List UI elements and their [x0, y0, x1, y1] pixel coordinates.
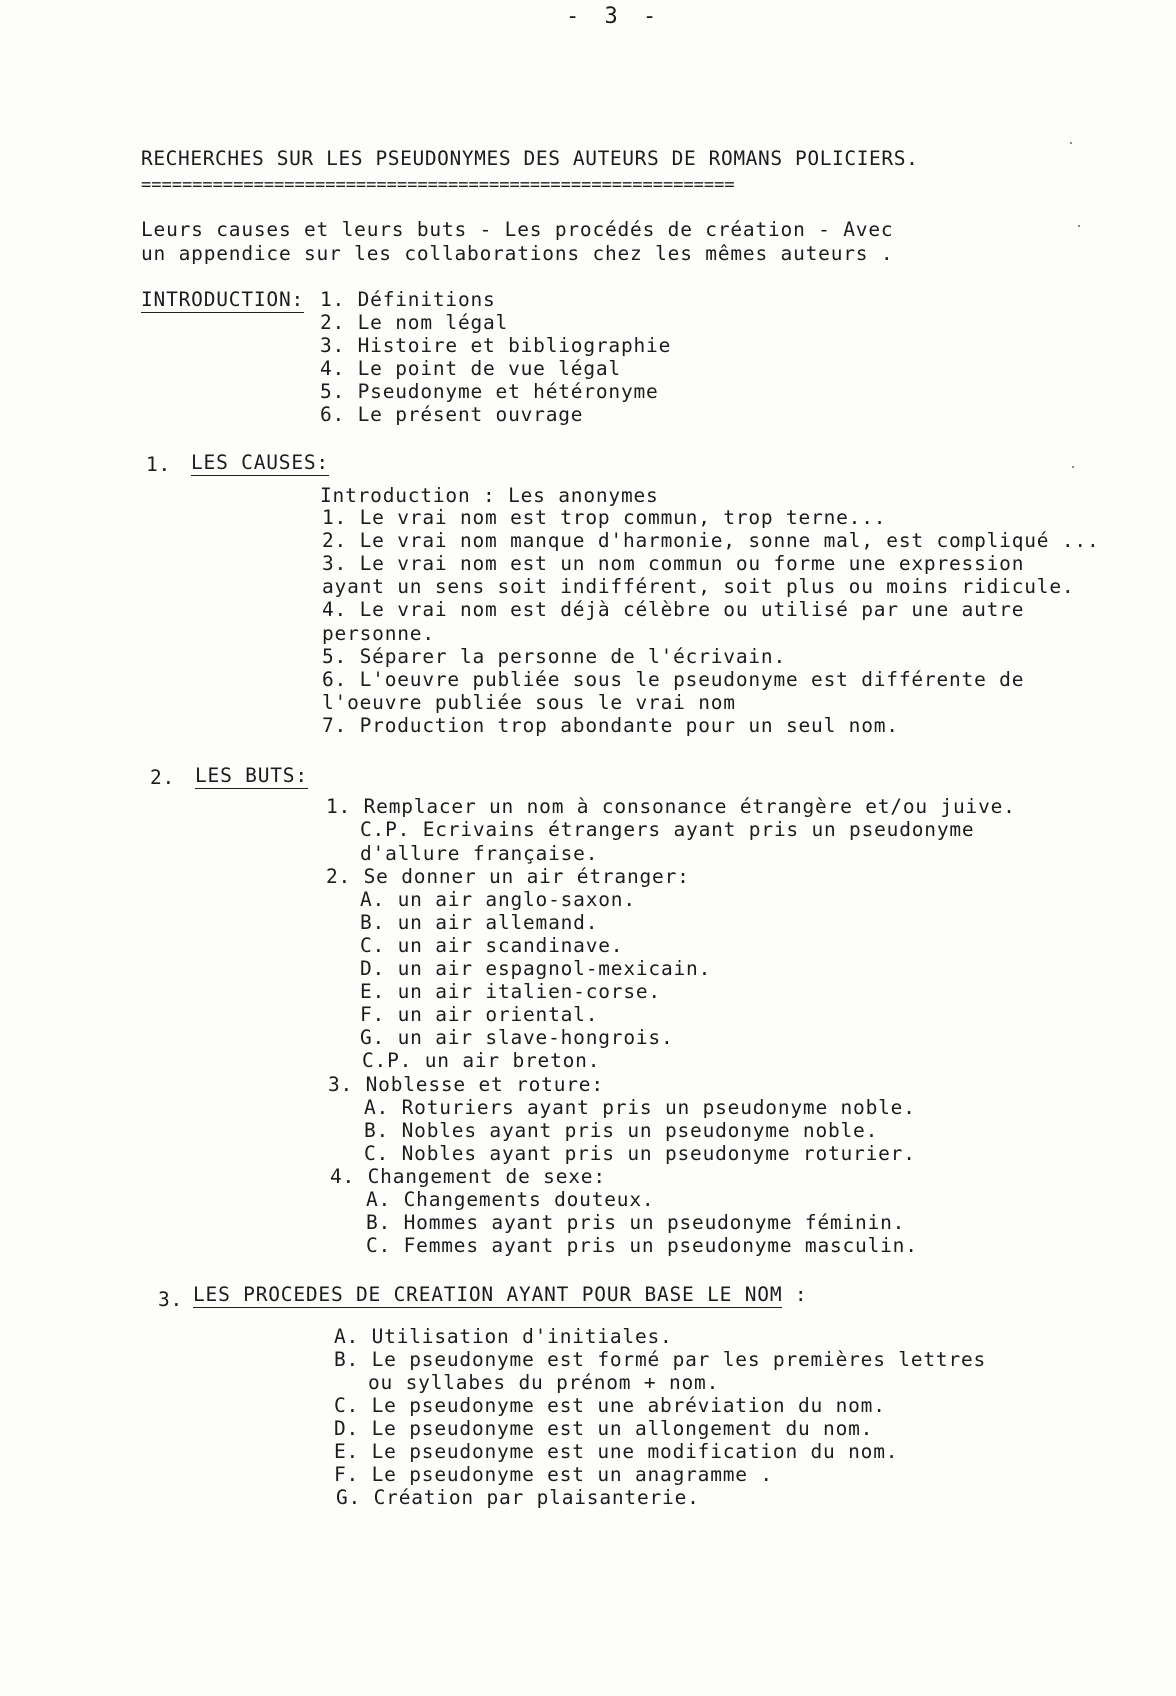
section-2-line: C. un air scandinave.	[360, 934, 624, 957]
section-1-line: 2. Le vrai nom manque d'harmonie, sonne mal, est compliqué ...	[322, 529, 1100, 552]
section-1-line: 4. Le vrai nom est déjà célèbre ou utilisé par une autre	[322, 598, 1025, 621]
section-2-heading-text: LES BUTS:	[195, 764, 308, 787]
title-underline-rule: ==========================================================	[141, 175, 735, 195]
section-2-line: 1. Remplacer un nom à consonance étrangère et/ou juive.	[326, 795, 1016, 818]
section-3-heading	[193, 1282, 807, 1308]
subtitle-line: un appendice sur les collaborations chez les mêmes auteurs .	[141, 242, 894, 265]
section-3-heading-text: LES PROCEDES DE CREATION AYANT POUR BASE LE NOM	[193, 1283, 783, 1306]
section-3-number: 3.	[158, 1288, 184, 1311]
section-3-line: B. Le pseudonyme est formé par les premières lettres	[334, 1348, 987, 1371]
section-2-line: C. Nobles ayant pris un pseudonyme roturier.	[364, 1142, 916, 1165]
section-1-line: Introduction : Les anonymes	[320, 484, 659, 507]
section-3-line: F. Le pseudonyme est un anagramme .	[334, 1463, 773, 1486]
section-3-line: D. Le pseudonyme est un allongement du nom.	[334, 1417, 874, 1440]
section-1-line: ayant un sens soit indifférent, soit plus ou moins ridicule.	[322, 575, 1075, 598]
section-3-line: C. Le pseudonyme est une abréviation du nom.	[334, 1394, 886, 1417]
section-2-line: B. un air allemand.	[360, 911, 599, 934]
section-2-number: 2.	[150, 766, 176, 789]
section-2-heading	[195, 763, 308, 789]
section-1-line: personne.	[322, 622, 435, 645]
section-2-line: B. Nobles ayant pris un pseudonyme noble.	[364, 1119, 879, 1142]
section-2-line: B. Hommes ayant pris un pseudonyme féminin.	[366, 1211, 906, 1234]
section-1-line: l'oeuvre publiée sous le vrai nom	[322, 691, 736, 714]
section-1-line: 5. Séparer la personne de l'écrivain.	[322, 645, 786, 668]
section-2-line: D. un air espagnol-mexicain.	[360, 957, 712, 980]
introduction-item: 1. Définitions	[320, 288, 496, 311]
section-2-line: d'allure française.	[360, 842, 599, 865]
introduction-heading	[141, 287, 304, 313]
introduction-heading-text: INTRODUCTION:	[141, 288, 305, 311]
subtitle-line: Leurs causes et leurs buts - Les procédés de création - Avec	[141, 218, 894, 241]
section-2-line: 2. Se donner un air étranger:	[326, 865, 690, 888]
section-2-line: C.P. un air breton.	[362, 1049, 601, 1072]
section-2-line: A. un air anglo-saxon.	[360, 888, 636, 911]
introduction-item: 3. Histoire et bibliographie	[320, 334, 672, 357]
section-3-line: G. Création par plaisanterie.	[336, 1486, 700, 1509]
section-1-line: 7. Production trop abondante pour un seul nom.	[322, 714, 899, 737]
section-1-heading-text: LES CAUSES:	[191, 451, 329, 474]
section-1-number: 1.	[146, 453, 172, 476]
page-number: - 3 -	[566, 4, 663, 29]
section-2-line: G. un air slave-hongrois.	[360, 1026, 674, 1049]
section-1-heading	[191, 450, 329, 476]
section-2-line: F. un air oriental.	[360, 1003, 599, 1026]
section-3-heading-suffix: :	[782, 1283, 808, 1306]
section-3-line: E. Le pseudonyme est une modification du nom.	[334, 1440, 899, 1463]
section-1-line: 3. Le vrai nom est un nom commun ou forme une expression	[322, 552, 1025, 575]
section-2-line: E. un air italien-corse.	[360, 980, 661, 1003]
scan-speck	[1072, 466, 1074, 468]
section-2-line: C. Femmes ayant pris un pseudonyme masculin.	[366, 1234, 918, 1257]
introduction-item: 4. Le point de vue légal	[320, 357, 621, 380]
section-1-line: 1. Le vrai nom est trop commun, trop terne...	[322, 506, 887, 529]
document-title: RECHERCHES SUR LES PSEUDONYMES DES AUTEURS DE ROMANS POLICIERS.	[141, 147, 919, 170]
section-2-line: 4. Changement de sexe:	[330, 1165, 606, 1188]
introduction-item: 2. Le nom légal	[320, 311, 509, 334]
section-3-line: A. Utilisation d'initiales.	[334, 1325, 673, 1348]
introduction-item: 6. Le présent ouvrage	[320, 403, 584, 426]
scan-speck	[1070, 142, 1072, 144]
introduction-item: 5. Pseudonyme et hétéronyme	[320, 380, 659, 403]
section-2-line: A. Roturiers ayant pris un pseudonyme noble.	[364, 1096, 916, 1119]
scan-speck	[1078, 225, 1080, 227]
section-2-line: C.P. Ecrivains étrangers ayant pris un pseudonyme	[360, 818, 975, 841]
section-3-line: ou syllabes du prénom + nom.	[368, 1371, 720, 1394]
section-2-line: A. Changements douteux.	[366, 1188, 655, 1211]
section-2-line: 3. Noblesse et roture:	[328, 1073, 604, 1096]
section-1-line: 6. L'oeuvre publiée sous le pseudonyme est différente de	[322, 668, 1025, 691]
